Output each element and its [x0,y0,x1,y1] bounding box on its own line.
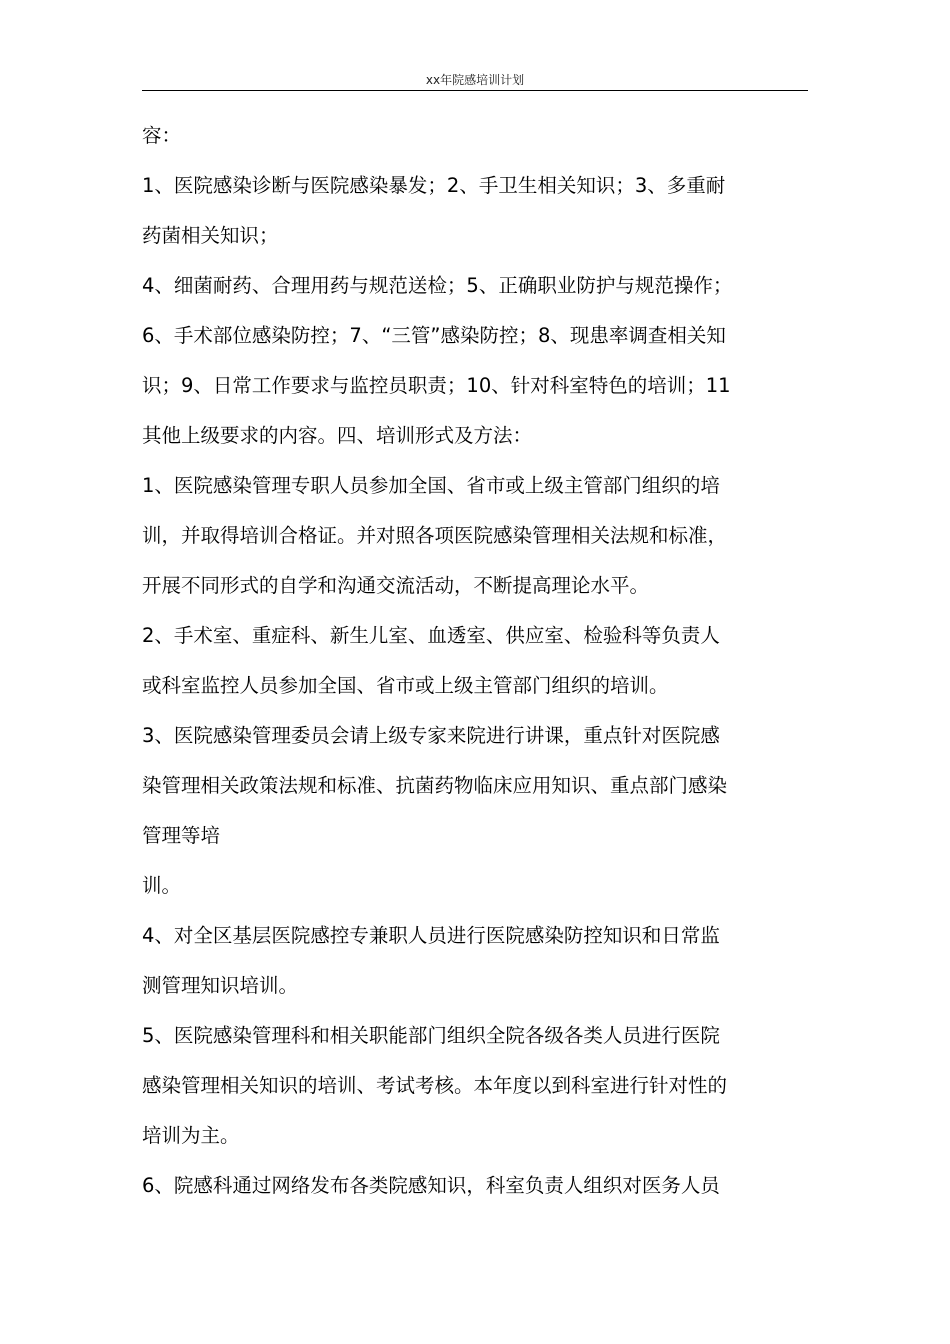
text-line: 4、细菌耐药、合理用药与规范送检；5、正确职业防护与规范操作； [142,274,733,297]
text-line: 1、医院感染诊断与医院感染暴发；2、手卫生相关知识；3、多重耐 [142,174,726,197]
text-line: 培训为主。 [142,1124,240,1147]
text-line: 染管理相关政策法规和标准、抗菌药物临床应用知识、重点部门感染 [142,774,728,797]
text-line: 管理等培 [142,824,221,847]
text-line: 其他上级要求的内容。四、培训形式及方法： [142,424,533,447]
page-header: xx年院感培训计划 [142,72,808,91]
text-line: 容： [142,124,182,147]
text-line: 感染管理相关知识的培训、考试考核。本年度以到科室进行针对性的 [142,1074,728,1097]
document-body [142,114,808,1214]
text-line: 4、对全区基层医院感控专兼职人员进行医院感染防控知识和日常监 [142,924,720,947]
text-line: 6、手术部位感染防控；7、“三管”感染防控；8、现患率调查相关知 [142,324,726,347]
text-line: 5、医院感染管理科和相关职能部门组织全院各级各类人员进行医院 [142,1024,720,1047]
text-line: 6、院感科通过网络发布各类院感知识，科室负责人组织对医务人员 [142,1174,720,1197]
text-line: 或科室监控人员参加全国、省市或上级主管部门组织的培训。 [142,674,669,697]
text-line: 开展不同形式的自学和沟通交流活动，不断提高理论水平。 [142,574,650,597]
text-line: 1、医院感染管理专职人员参加全国、省市或上级主管部门组织的培 [142,474,720,497]
text-line: 训。 [142,874,182,897]
text-line: 3、医院感染管理委员会请上级专家来院进行讲课，重点针对医院感 [142,724,720,747]
text-line: 2、手术室、重症科、新生儿室、血透室、供应室、检验科等负责人 [142,624,720,647]
text-line: 识；9、日常工作要求与监控员职责；10、针对科室特色的培训；11 [142,374,731,397]
text-line: 训，并取得培训合格证。并对照各项医院感染管理相关法规和标准， [142,524,728,547]
text-line: 测管理知识培训。 [142,974,299,997]
text-line: 药菌相关知识； [142,224,279,247]
